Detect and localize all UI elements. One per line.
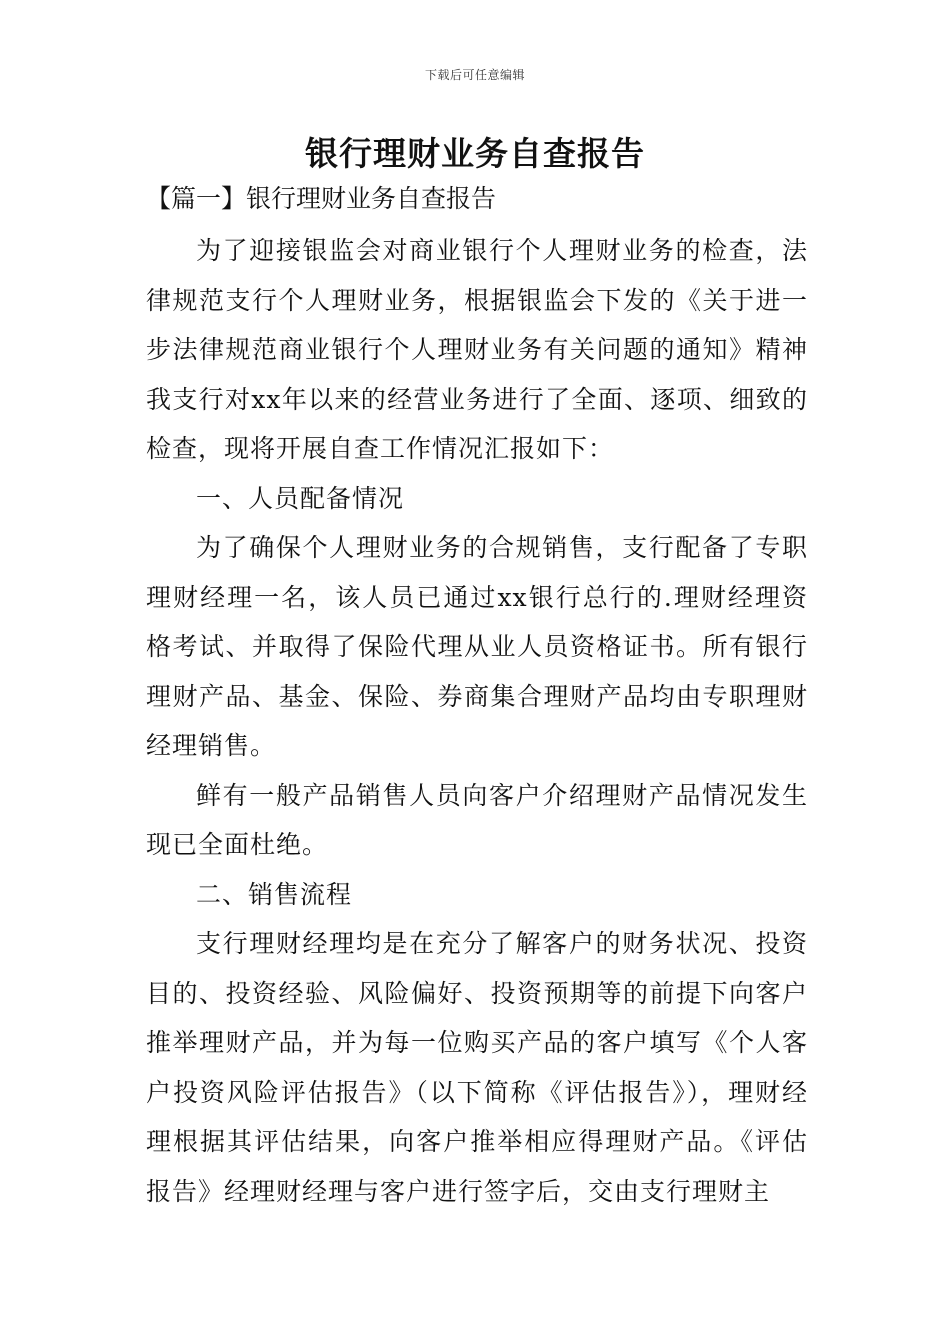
document-body bbox=[146, 226, 808, 1216]
paragraph-staffing: 为了确保个人理财业务的合规销售，支行配备了专职理财经理一名，该人员已通过xx银行总行的.理财经理资格考试、并取得了保险代理从业人员资格证书。所有银行理财产品、基金、保险、券商集合理财产品均由专职理财经理销售。 bbox=[146, 533, 808, 760]
paragraph-sales-process: 支行理财经理均是在充分了解客户的财务状况、投资目的、投资经验、风险偏好、投资预期等的前提下向客户推举理财产品，并为每一位购买产品的客户填写《个人客户投资风险评估报告》（以下简称《评估报告》），理财经理根据其评估结果，向客户推举相应得理财产品。《评估报告》经理财经理与客户进行签字后，交由支行理财主 bbox=[146, 929, 808, 1206]
section-heading: 【篇一】银行理财业务自查报告 bbox=[146, 184, 497, 213]
paragraph-staffing-note: 鲜有一般产品销售人员向客户介绍理财产品情况发生现已全面杜绝。 bbox=[146, 780, 808, 859]
paragraph-heading-sales-process: 二、销售流程 bbox=[196, 879, 353, 909]
header-note: 下载后可任意编辑 bbox=[424, 68, 525, 82]
document-title: 银行理财业务自查报告 bbox=[305, 134, 645, 173]
paragraph-intro: 为了迎接银监会对商业银行个人理财业务的检查，法律规范支行个人理财业务，根据银监会下发的《关于进一步法律规范商业银行个人理财业务有关问题的通知》精神我支行对xx年以来的经营业务进行了全面、逐项、细致的检查，现将开展自查工作情况汇报如下： bbox=[146, 236, 808, 463]
paragraph-heading-staffing: 一、人员配备情况 bbox=[196, 483, 405, 513]
